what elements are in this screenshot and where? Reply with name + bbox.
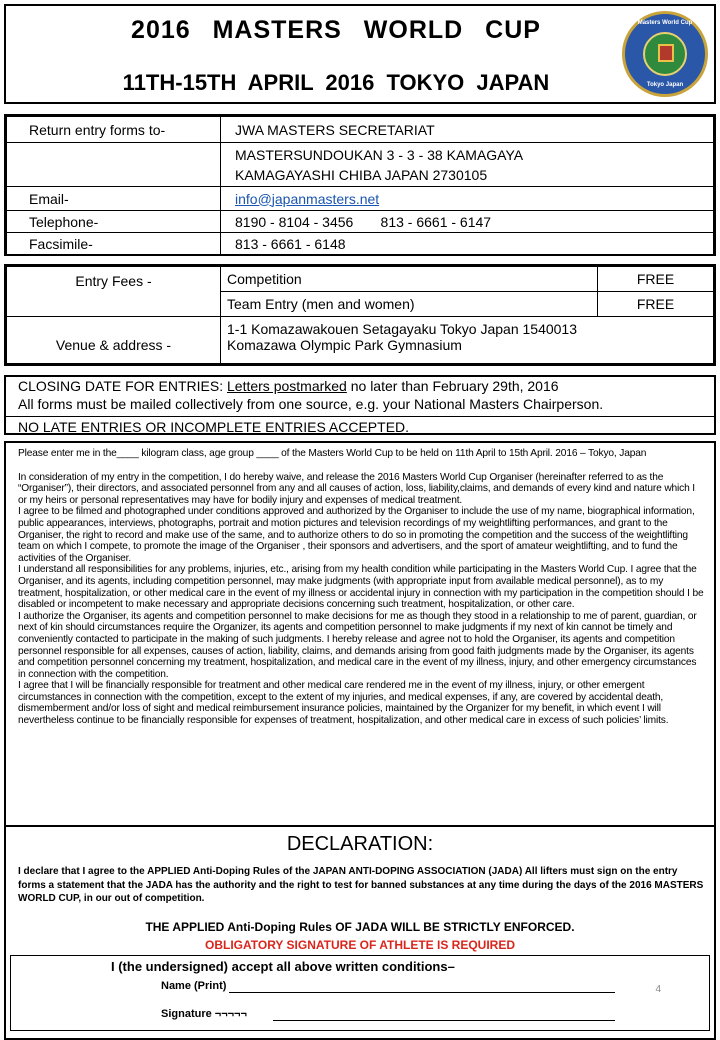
header-box xyxy=(4,4,716,104)
collective-mail-notice: All forms must be mailed collectively from one source, e.g. your National Masters Chairperson. xyxy=(18,396,604,412)
table-row xyxy=(7,143,714,187)
email-label: Email- xyxy=(7,187,221,211)
entry-intro: Please enter me in the____ kilogram class, age group ____ of the Masters World Cup to be held on 11th April to 15th April. 2016 – Tokyo, Japan xyxy=(18,448,647,459)
logo-mark-icon xyxy=(658,44,674,62)
venue-address xyxy=(221,317,714,364)
return-label: Return entry forms to- xyxy=(7,117,221,143)
name-print-field[interactable] xyxy=(229,982,615,993)
accept-conditions: I (the undersigned) accept all above written conditions– xyxy=(111,959,455,974)
enforced-notice: THE APPLIED Anti-Doping Rules OF JADA WILL BE STRICTLY ENFORCED. xyxy=(145,920,575,934)
signature-field[interactable] xyxy=(273,1010,615,1021)
waiver-paragraph-financial: I agree that I will be financially responsible for treatment and other medical care rendered me in the event of my illness, injury, or other emergent circumstances in connection with the competition, except to the extent of my injuries, and medical expenses, if any, are covered by accidental death, dismemberment and/or loss of sight and medical reimbursement insurance policies, maintained by the Organizer for my benefit, in which event I will nevertheless continue to be financially responsible for expenses of treatment, hospitalization, and other medical care in excess of such policies’ limits. xyxy=(18,680,669,727)
waiver-paragraph-release: In consideration of my entry in the competition, I do hereby waive, and release the 2016 Masters World Cup Organiser (hereinafter referred to as the “Organiser”), their directors, and associated personnel from any and all causes of action, loss, liability,claims, and demands of every kind and nature which I or my heirs or personal representatives may have for bodily injury and expenses of medical treatment. xyxy=(18,471,695,506)
logo-top-text: Masters World Cup xyxy=(637,20,693,26)
declaration-box xyxy=(4,827,716,1040)
venue-label xyxy=(7,317,221,364)
closing-suffix: no later than February 29th, 2016 xyxy=(346,378,559,394)
waiver-paragraph-authorize: I authorize the Organiser, its agents and competition personnel to make decisions for me as though they stood in a relationship to me of parent, guardian, or next of kin should circumstances require the Organizer, its agents and competition personnel to make judgments if my next of kin cannot be timely and conveniently contacted to participate in the making of such judgments. I hereby release and agree not to hold the Organiser, its agents and competition personnel responsible for all expenses, causes of action, liability, claims, and demands arising from good faith judgments made by the Organiser, its agents and competition personnel concerning my treatment, hospitalization, and medical care in the event of my illness, injury, and other emergency circumstances in connection with the competition. xyxy=(18,610,697,680)
event-dates: 11TH-15TH APRIL 2016 TOKYO JAPAN xyxy=(122,70,550,95)
fax-label: Facsimile- xyxy=(7,233,221,255)
closing-date-box xyxy=(4,375,716,435)
email-cell xyxy=(221,187,714,211)
closing-prefix: CLOSING DATE FOR ENTRIES: xyxy=(18,378,227,394)
name-print-label: Name (Print) xyxy=(161,980,227,992)
contact-table xyxy=(4,114,716,256)
venue-line-2: Komazawa Olympic Park Gymnasium xyxy=(227,337,462,353)
team-entry-fee: FREE xyxy=(598,292,714,317)
fax-value: 813 - 6661 - 6148 xyxy=(221,233,714,255)
return-value: JWA MASTERS SECRETARIAT xyxy=(221,117,714,143)
logo-emblem xyxy=(643,32,687,76)
table-row xyxy=(7,211,714,233)
telephone-value: 8190 - 8104 - 3456 813 - 6661 - 6147 xyxy=(221,211,714,233)
address-cell xyxy=(221,143,714,187)
table-row xyxy=(7,317,714,364)
signature-box xyxy=(10,955,710,1031)
closing-underlined: Letters postmarked xyxy=(227,378,347,394)
team-entry-label: Team Entry (men and women) xyxy=(221,292,598,317)
address-label-cell xyxy=(7,143,221,187)
address-line-1: MASTERSUNDOUKAN 3 - 3 - 38 KAMAGAYA xyxy=(235,146,524,163)
declaration-title: DECLARATION: xyxy=(286,833,434,855)
entry-fees-label xyxy=(7,267,221,317)
declaration-body: I declare that I agree to the APPLIED Anti-Doping Rules of the JAPAN ANTI-DOPING ASSOCIATION (JADA) All lifters must sign on the entry forms a statement that the JADA has the authority and the right to test for banned substances at any time during the days of the 2016 MASTERS WORLD CUP, in our out of competition. xyxy=(18,866,704,904)
table-row xyxy=(7,187,714,211)
telephone-label: Telephone- xyxy=(7,211,221,233)
page-number: 4 xyxy=(655,984,661,995)
entry-fees-label-text: Entry Fees - xyxy=(75,273,152,289)
venue-label-text: Venue & address - xyxy=(55,337,172,353)
table-row xyxy=(7,117,714,143)
signature-label: Signature ¬¬¬¬¬ xyxy=(161,1008,247,1020)
waiver-box xyxy=(4,441,716,827)
obligatory-signature-notice: OBLIGATORY SIGNATURE OF ATHLETE IS REQUIRED xyxy=(204,938,515,952)
fees-table xyxy=(4,264,716,366)
no-late-entries-notice: NO LATE ENTRIES OR INCOMPLETE ENTRIES ACCEPTED. xyxy=(6,416,714,434)
page-title: 2016 MASTERS WORLD CUP xyxy=(131,16,541,44)
email-link[interactable]: info@japanmasters.net xyxy=(235,190,380,207)
logo-bottom-text: Tokyo Japan xyxy=(646,82,684,88)
waiver-paragraph-media: I agree to be filmed and photographed under conditions approved and authorized by the Organiser to include the use of my name, biographical information, public appearances, interviews, photographs, portrait and motion pictures and television recordings of my weightlifting performances, and grant to the Organiser, the right to record and make use of the same, and to authorize others to do so in promoting the competition and the success of the weightlifting team on which I compete, to promote the image of the Organiser , their sponsors and advertisers, and the sport of amateur weightlifting, and to fund the activities of the Organiser. xyxy=(18,506,695,564)
waiver-paragraph-health: I understand all responsibilities for any problems, injuries, etc., arising from my health condition while participating in the Masters World Cup. I agree that the Organiser, and its agents, including competition personnel, may make judgments (with appropriate input from available medical personnel), as to my treatment, hospitalization, or other medical care in the event of my illness or accidental injury in connection with my participation in the competition should I be disabled or incompetent to make necessary and appropriate decisions concerning such treatment, hospitalization, or other care. xyxy=(18,564,704,611)
table-row xyxy=(7,267,714,292)
competition-label: Competition xyxy=(221,267,598,292)
competition-fee: FREE xyxy=(598,267,714,292)
address-line-2: KAMAGAYASHI CHIBA JAPAN 2730105 xyxy=(235,166,488,183)
closing-date-line xyxy=(6,377,714,395)
event-logo xyxy=(622,11,708,97)
venue-line-1: 1-1 Komazawakouen Setagayaku Tokyo Japan 1540013 xyxy=(227,321,577,337)
table-row xyxy=(7,233,714,255)
